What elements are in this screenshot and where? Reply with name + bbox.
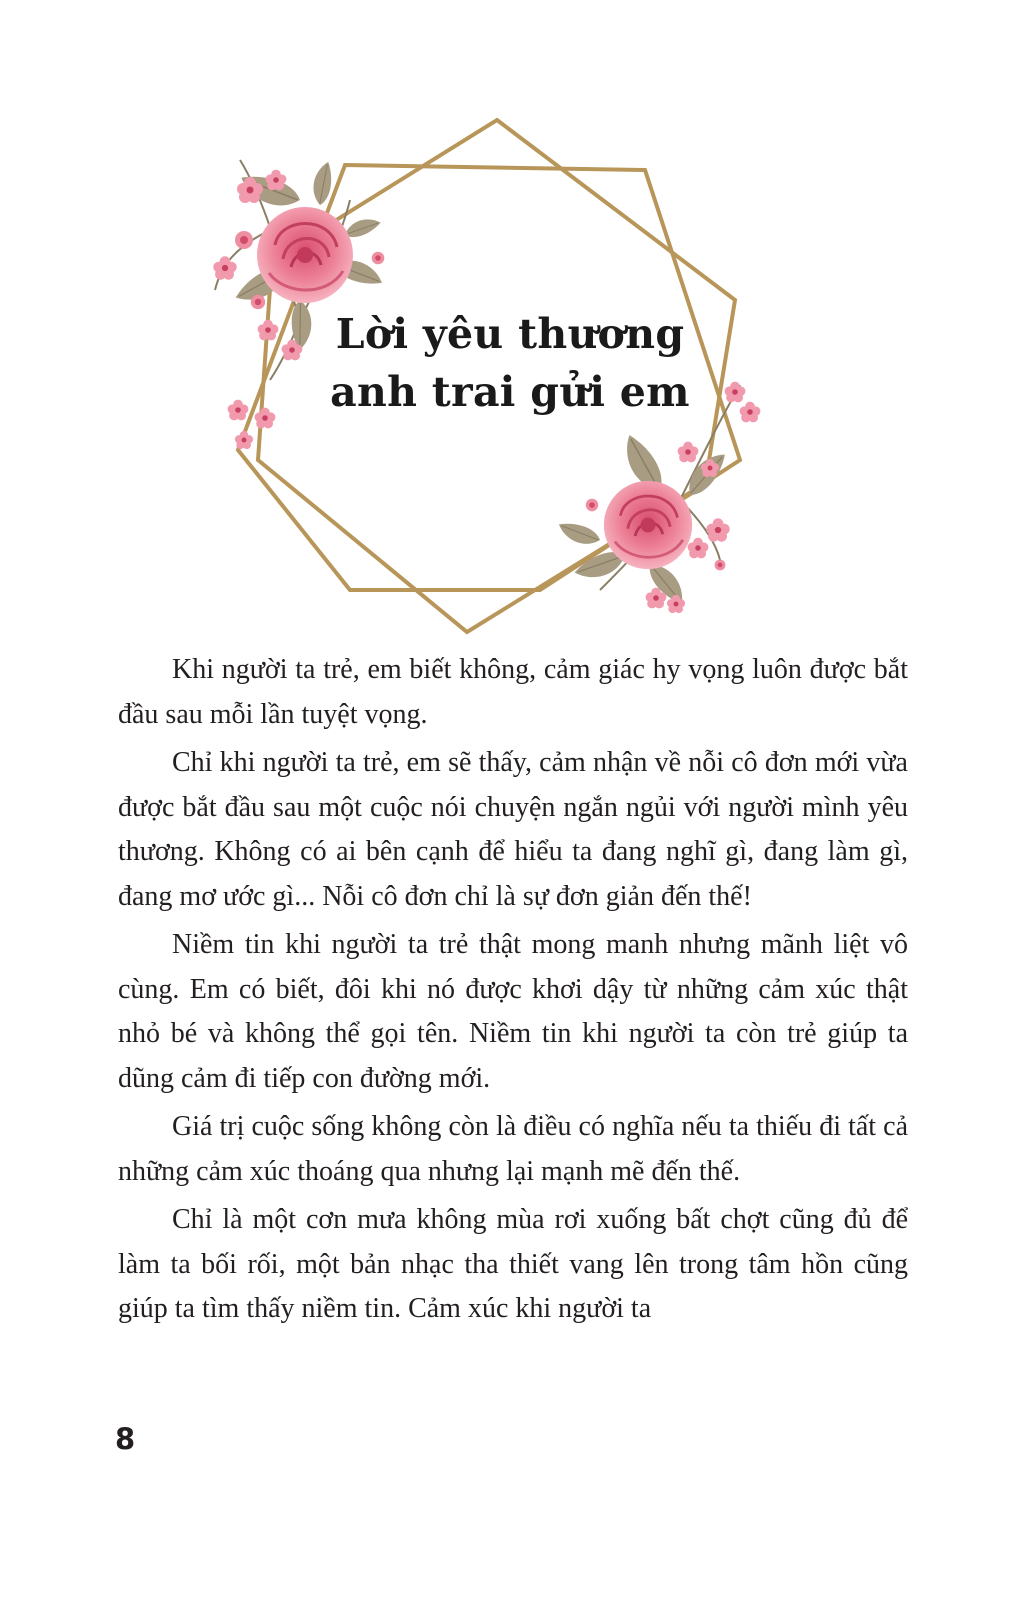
body-text [118,648,908,1336]
page-number: 8 [115,1422,136,1456]
chapter-title-line-1: Lời yêu thương [335,310,685,358]
chapter-title-line-2: anh trai gửi em [330,368,690,416]
paragraph: Khi người ta trẻ, em biết không, cảm giác hy vọng luôn được bắt đầu sau mỗi lần tuyệt vọng. [118,654,908,730]
chapter-title [300,305,720,421]
paragraph: Chỉ là một cơn mưa không mùa rơi xuống bất chợt cũng đủ để làm ta bối rối, một bản nhạc tha thiết vang lên trong tâm hồn cũng giúp ta tìm thấy niềm tin. Cảm xúc khi người ta [118,1204,908,1324]
paragraph: Niềm tin khi người ta trẻ thật mong manh nhưng mãnh liệt vô cùng. Em có biết, đôi khi nó được khơi dậy từ những cảm xúc thật nhỏ bé và không thể gọi tên. Niềm tin khi người ta còn trẻ giúp ta dũng cảm đi tiếp con đường mới. [118,929,908,1094]
paragraph: Chỉ khi người ta trẻ, em sẽ thấy, cảm nhận về nỗi cô đơn mới vừa được bắt đầu sau một cuộc nói chuyện ngắn ngủi với người mình yêu thương. Không có ai bên cạnh để hiểu ta đang nghĩ gì, đang làm gì, đang mơ ước gì... Nỗi cô đơn chỉ là sự đơn giản đến thế! [118,747,908,912]
paragraph: Giá trị cuộc sống không còn là điều có nghĩa nếu ta thiếu đi tất cả những cảm xúc thoáng qua nhưng lại mạnh mẽ đến thế. [118,1111,908,1187]
